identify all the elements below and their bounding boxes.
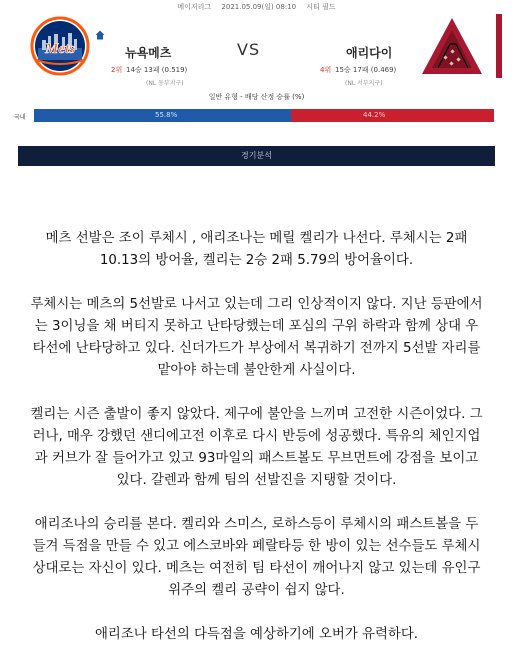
article-line: 과 커브가 잘 들어가고 있고 93마일의 패스트볼도 무브먼트에 강점을 보이고 [34, 451, 479, 466]
article-line: 애리조나 타선의 다득점을 예상하기에 오버가 유력하다. [94, 627, 419, 642]
match-datetime: 2021.05.09(일) 08:10 [221, 3, 297, 11]
away-win-bar [291, 109, 494, 122]
away-color-stripe [496, 14, 502, 78]
article-line: 타선에 난타당하고 있다. 신더가드가 부상에서 복귀하기 전까지 5선발 자리를 [32, 341, 481, 356]
away-win-pct: 44.2% [363, 111, 386, 119]
mets-logo [30, 16, 90, 76]
home-win-pct: 55.8% [155, 111, 178, 119]
home-team-rank: 2위 [111, 66, 123, 74]
article-line: 상대로는 자신이 있다. 메츠는 여전히 팀 타선이 깨어나지 않고 있는데 유인구 [32, 561, 481, 576]
article-line: 러나, 매우 강했던 샌디에고전 이후로 다시 반등에 성공했다. 특유의 체인지업 [32, 429, 481, 444]
article-line: 는 3이닝을 채 버티지 못하고 난타당했는데 포심의 구위 하락과 함께 상대 우 [34, 319, 479, 334]
vs-label: VS [237, 40, 261, 59]
home-team-name: 뉴욕메츠 [125, 46, 172, 60]
diamondbacks-logo [420, 16, 484, 76]
stadium-label: 시티 필드 [306, 3, 336, 11]
article-line: 10.13의 방어율, 켈리는 2승 2패 5.79의 방어율이다. [99, 253, 414, 268]
match-info-line [0, 0, 513, 14]
article-line: 위주의 켈리 공략이 쉽지 않다. [168, 583, 345, 598]
article-paragraph [10, 404, 503, 492]
article-paragraph [10, 228, 503, 272]
home-icon [95, 30, 105, 40]
article-line: 켈리는 시즌 출발이 좋지 않았다. 제구에 불안을 느끼며 고전한 시즌이었다. 그 [30, 407, 483, 422]
mets-logo-text: Mets [45, 41, 75, 57]
home-team-league: (NL 동부지구) [146, 80, 184, 87]
article-line: 루체시는 메츠의 5선발로 나서고 있는데 그리 인상적이지 않다. 지난 등판에서 [30, 297, 483, 312]
article-line: 있다. 갈렌과 함께 팀의 선발진을 지탱할 것이다. [116, 473, 397, 488]
away-team-rank: 4위 [320, 66, 332, 74]
article-line: 맡아야 하는데 불안한게 사실이다. [157, 363, 356, 378]
article-line: 들겨 득점을 만들 수 있고 에스코바와 페랄타등 한 방이 있는 선수들도 루체시 [32, 539, 481, 554]
article-paragraph [10, 624, 503, 646]
league-label: 메이저리그 [177, 3, 212, 11]
article-paragraph [10, 294, 503, 382]
away-team-name: 애리다이 [346, 46, 393, 60]
analysis-article [10, 228, 503, 668]
article-line: 애리조나의 승리를 본다. 켈리와 스미스, 로하스등이 루체시의 패스트볼을 두 [34, 517, 479, 532]
article-paragraph [10, 514, 503, 602]
away-team-league: (NL 서부지구) [345, 80, 383, 87]
analysis-section-title: 경기분석 [18, 146, 495, 166]
home-team-record: 14승 13패 (0.519) [126, 66, 188, 74]
away-team-record: 15승 17패 (0.469) [335, 66, 397, 74]
prediction-label: 일반 유형 - 배당 산정 승률 (%) [208, 93, 305, 101]
prediction-row-label: 국내 [14, 114, 26, 121]
article-line: 메츠 선발은 조이 루체시 , 애리조나는 메릴 켈리가 나선다. 루체시는 2패 [45, 231, 468, 246]
